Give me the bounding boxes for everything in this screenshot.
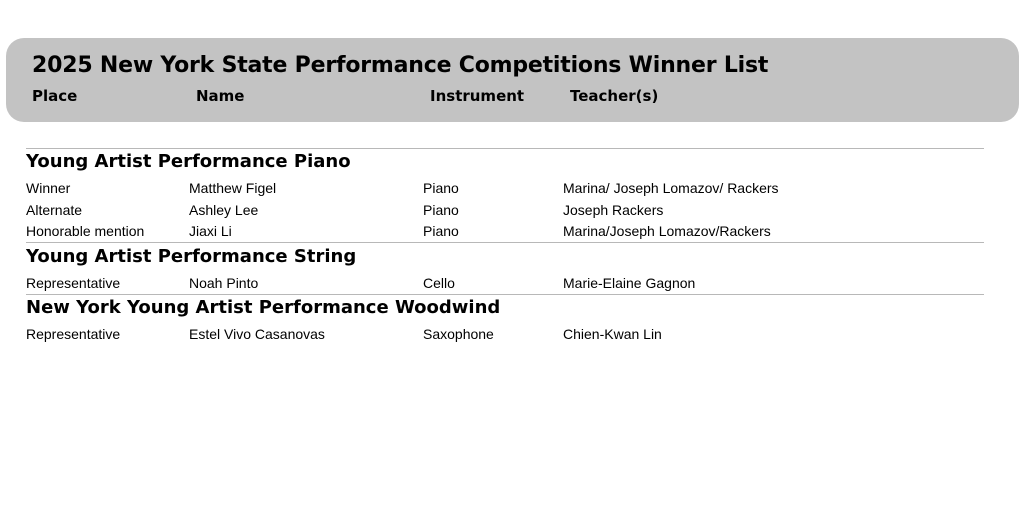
row-name: Noah Pinto [189,275,259,291]
section-title-string: Young Artist Performance String [26,246,357,267]
column-header-instrument: Instrument [430,87,525,105]
row-place: Honorable mention [26,223,145,239]
column-header-teachers: Teacher(s) [570,87,659,105]
section-title-piano: Young Artist Performance Piano [26,151,351,172]
row-teacher: Marie-Elaine Gagnon [563,275,696,291]
row-teacher: Joseph Rackers [563,202,664,218]
row-name: Ashley Lee [189,202,259,218]
column-header-place: Place [32,87,78,105]
column-header-name: Name [196,87,245,105]
section-title-woodwind: New York Young Artist Performance Woodwind [26,297,501,318]
row-teacher: Chien-Kwan Lin [563,326,662,342]
section-divider [26,148,984,149]
page-title: 2025 New York State Performance Competitions Winner List [32,53,769,78]
title-banner [6,38,1019,122]
row-name: Jiaxi Li [189,223,232,239]
section-divider [26,242,984,243]
row-place: Alternate [26,202,83,218]
row-name: Estel Vivo Casanovas [189,326,325,342]
row-name: Matthew Figel [189,180,277,196]
row-place: Representative [26,326,121,342]
row-instrument: Piano [423,223,459,239]
row-teacher: Marina/Joseph Lomazov/Rackers [563,223,771,239]
row-teacher: Marina/ Joseph Lomazov/ Rackers [563,180,779,196]
row-instrument: Cello [423,275,455,291]
section-divider [26,294,984,295]
row-instrument: Piano [423,202,459,218]
row-place: Winner [26,180,71,196]
row-instrument: Saxophone [423,326,494,342]
row-instrument: Piano [423,180,459,196]
row-place: Representative [26,275,121,291]
